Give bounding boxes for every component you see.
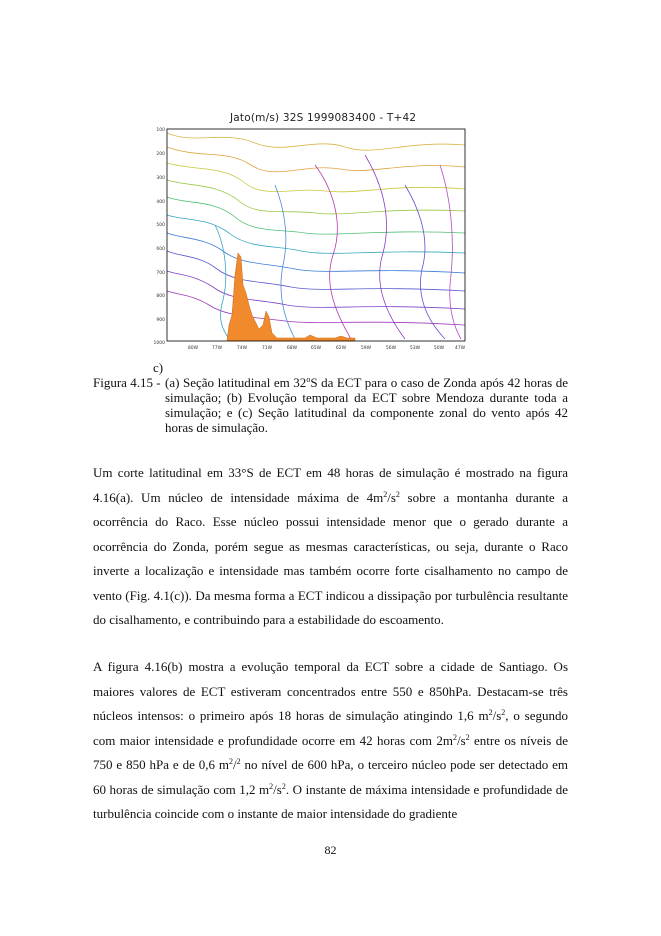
x-tick-label: 77W: [211, 346, 223, 351]
para-text: /s: [456, 732, 466, 748]
contour-line: [167, 197, 465, 234]
x-tick-label: 71W: [261, 346, 273, 351]
para-sup: 2: [281, 781, 286, 791]
body-paragraph: [93, 461, 568, 633]
para-text: A figura 4.16(b) mostra a evolução temporal da ECT sobre a cidade de Santiago. Os maiores valores de ECT estiveram concentrados entre 550 e 850hPa. Destacam-se três núcleos intensos: o primeiro após 18 horas de simulação atingindo 1,6 m: [93, 659, 568, 723]
para-text: no nível de 600 hPa, o terceiro núcleo pode ser detectado em 60 horas de simulação com 1,2 m: [93, 757, 568, 797]
x-tick-label: 80W: [187, 346, 199, 351]
x-tick-label: 62W: [335, 346, 347, 351]
y-tick-label: 500: [156, 223, 165, 228]
contour-line: [365, 155, 405, 339]
contour-line: [275, 185, 295, 339]
plot-frame: [167, 129, 465, 341]
terrain-shading: [227, 253, 355, 341]
para-sup: 2: [236, 757, 241, 766]
caption-text: S da ECT para o caso de Zonda após 42 horas de simulação; (b) Evolução temporal da ECT sobre Mendoza durante toda a simulação; e (c) Seção latitudinal da componente zonal do vento após 42 horas de simulação.: [165, 375, 569, 435]
x-tick-label: 56W: [385, 346, 397, 351]
y-tick-label: 600: [156, 247, 165, 252]
x-tick-label: 47W: [454, 346, 466, 351]
x-tick-label: 65W: [310, 346, 322, 351]
contour-line: [167, 133, 465, 150]
y-tick-label: 400: [156, 200, 165, 205]
contour-line: [405, 185, 445, 339]
para-sup: 2: [229, 757, 234, 766]
x-tick-label: 53W: [409, 346, 421, 351]
para-sup: 2: [269, 781, 274, 791]
y-tick-label: 700: [156, 271, 165, 276]
contour-line: [215, 225, 229, 339]
para-text: , o segundo com maior intensidade e profundidade ocorre em 42 horas com 2m: [93, 708, 568, 748]
para-sup: 2: [465, 732, 470, 742]
para-text: entre os níveis de 750 e 850 hPa e de 0,6 m: [93, 732, 568, 772]
para-text: /s: [273, 781, 282, 797]
contour-line: [167, 291, 465, 325]
para-text: Um corte latitudinal em 33°S de ECT em 48 horas de simulação é mostrado na figura 4.16(a). Um núcleo de intensidade máxima de 4m: [93, 465, 568, 505]
caption-body: [165, 375, 568, 435]
x-tick-label: 68W: [286, 346, 298, 351]
para-sup: 2: [501, 708, 506, 717]
x-tick-label: 74W: [236, 346, 248, 351]
y-tick-label: 800: [156, 294, 165, 299]
caption-sup: o: [306, 375, 311, 384]
figure-title: Jato(m/s) 32S 1999083400 - T+42: [230, 112, 417, 124]
y-tick-label: 100: [156, 128, 165, 133]
x-tick-label: 50W: [433, 346, 445, 351]
panel-label: c): [153, 360, 164, 375]
para-sup: 2: [395, 489, 400, 499]
para-text: /s: [492, 708, 502, 723]
caption-text: (a) Seção latitudinal em 32: [165, 375, 307, 390]
body-paragraph: [93, 655, 568, 827]
para-text: /: [233, 757, 237, 772]
y-tick-label: 900: [156, 318, 165, 323]
contour-line: [167, 147, 465, 172]
y-tick-label: 300: [156, 176, 165, 181]
contour-line: [315, 165, 351, 339]
page-number: 82: [324, 843, 337, 857]
contour-plot: [155, 125, 475, 355]
contour-line: [167, 180, 465, 214]
para-sup: 2: [488, 708, 493, 717]
caption-head: Figura 4.15 -: [93, 375, 161, 390]
para-text: . O instante de máxima intensidade e profundidade de turbulência coincide com o instante de maior intensidade do gradiente: [93, 781, 568, 821]
para-sup: 2: [452, 732, 457, 742]
x-tick-label: 59W: [360, 346, 372, 351]
y-tick-label: 1000: [153, 341, 165, 346]
contour-line: [167, 163, 465, 192]
para-sup: 2: [383, 489, 388, 499]
y-tick-label: 200: [156, 152, 165, 157]
para-text: sobre a montanha durante a ocorrência do Raco. Esse núcleo possui intensidade menor que o gerado durante a ocorrência do Zonda, porém segue as mesmas características, ou seja, durante o Raco inverte a localização e intensidade mas também ocorre forte cisalhamento no campo de vento (Fig. 4.1(c)). Da mesma forma a ECT indicou a dissipação por turbulência resultante do cisalhamento, e contribuindo para a estabilidade do escoamento.: [93, 489, 569, 627]
para-text: /s: [387, 489, 396, 505]
